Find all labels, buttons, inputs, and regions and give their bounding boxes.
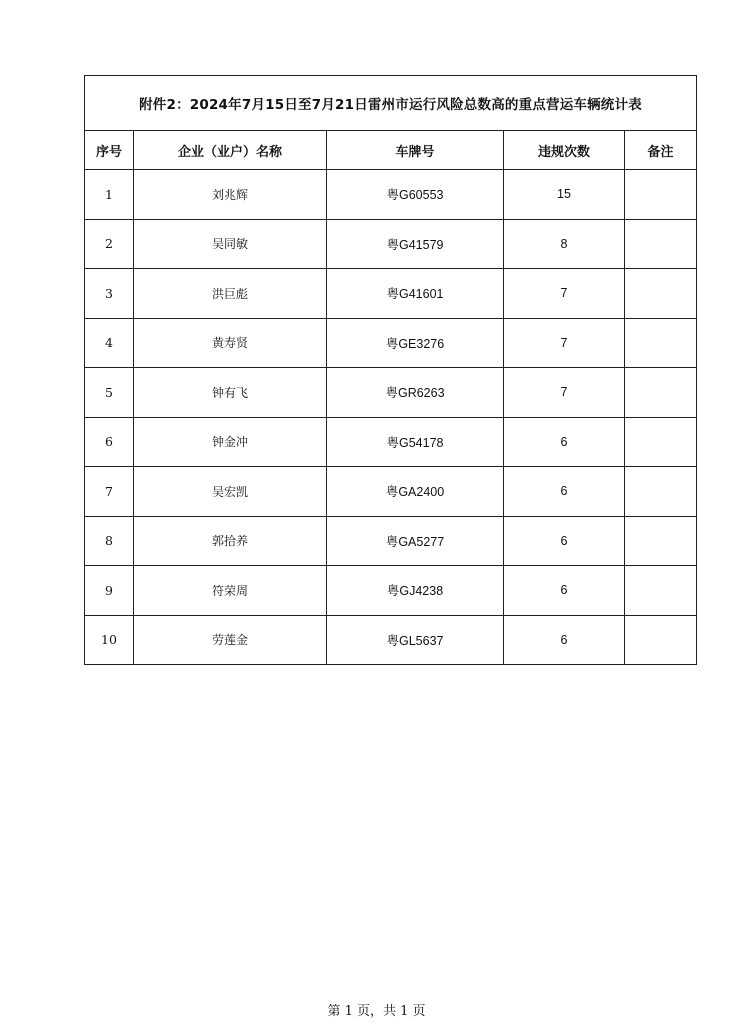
row-violation-count: 7 — [504, 318, 625, 368]
row-plate-number: 粤GE3276 — [327, 318, 504, 368]
row-company-name: 吴宏凯 — [134, 467, 327, 517]
row-remarks — [625, 417, 697, 467]
row-index: 9 — [85, 566, 134, 616]
row-remarks — [625, 170, 697, 220]
row-remarks — [625, 516, 697, 566]
row-remarks — [625, 615, 697, 665]
table-row — [85, 170, 697, 220]
row-remarks — [625, 566, 697, 616]
row-violation-count: 8 — [504, 219, 625, 269]
row-index: 6 — [85, 417, 134, 467]
header-remarks: 备注 — [625, 131, 697, 170]
row-violation-count: 6 — [504, 516, 625, 566]
vehicle-statistics-table — [84, 75, 697, 665]
row-remarks — [625, 318, 697, 368]
row-company-name: 钟金冲 — [134, 417, 327, 467]
row-remarks — [625, 368, 697, 418]
row-remarks — [625, 219, 697, 269]
row-plate-number: 粤GA2400 — [327, 467, 504, 517]
row-plate-number: 粤G41579 — [327, 219, 504, 269]
row-plate-number: 粤GA5277 — [327, 516, 504, 566]
table-row — [85, 615, 697, 665]
row-index: 10 — [85, 615, 134, 665]
row-plate-number: 粤G41601 — [327, 269, 504, 319]
row-remarks — [625, 467, 697, 517]
row-index: 2 — [85, 219, 134, 269]
row-violation-count: 6 — [504, 417, 625, 467]
row-violation-count: 6 — [504, 615, 625, 665]
row-company-name: 郭拾养 — [134, 516, 327, 566]
row-index: 7 — [85, 467, 134, 517]
header-violation-count: 违规次数 — [504, 131, 625, 170]
table-header-row — [85, 131, 697, 170]
row-violation-count: 15 — [504, 170, 625, 220]
header-index: 序号 — [85, 131, 134, 170]
row-plate-number: 粤G54178 — [327, 417, 504, 467]
row-plate-number: 粤GJ4238 — [327, 566, 504, 616]
row-index: 8 — [85, 516, 134, 566]
table-row — [85, 269, 697, 319]
row-index: 5 — [85, 368, 134, 418]
table-row — [85, 318, 697, 368]
table-title: 附件2：2024年7月15日至7月21日雷州市运行风险总数高的重点营运车辆统计表 — [85, 76, 697, 131]
row-company-name: 劳莲金 — [134, 615, 327, 665]
row-index: 4 — [85, 318, 134, 368]
row-remarks — [625, 269, 697, 319]
row-violation-count: 7 — [504, 368, 625, 418]
table-row — [85, 566, 697, 616]
row-company-name: 符荣周 — [134, 566, 327, 616]
row-company-name: 洪巨彪 — [134, 269, 327, 319]
row-company-name: 刘兆辉 — [134, 170, 327, 220]
row-violation-count: 7 — [504, 269, 625, 319]
table-row — [85, 219, 697, 269]
row-violation-count: 6 — [504, 566, 625, 616]
row-plate-number: 粤GL5637 — [327, 615, 504, 665]
row-company-name: 吴同敏 — [134, 219, 327, 269]
header-plate-number: 车牌号 — [327, 131, 504, 170]
row-plate-number: 粤G60553 — [327, 170, 504, 220]
row-company-name: 黄寿贤 — [134, 318, 327, 368]
row-plate-number: 粤GR6263 — [327, 368, 504, 418]
table-row — [85, 516, 697, 566]
page-number: 第 1 页，共 1 页 — [327, 1004, 426, 1019]
row-violation-count: 6 — [504, 467, 625, 517]
table-row — [85, 467, 697, 517]
header-company-name: 企业（业户）名称 — [134, 131, 327, 170]
row-company-name: 钟有飞 — [134, 368, 327, 418]
table-row — [85, 368, 697, 418]
row-index: 1 — [85, 170, 134, 220]
row-index: 3 — [85, 269, 134, 319]
table-row — [85, 417, 697, 467]
